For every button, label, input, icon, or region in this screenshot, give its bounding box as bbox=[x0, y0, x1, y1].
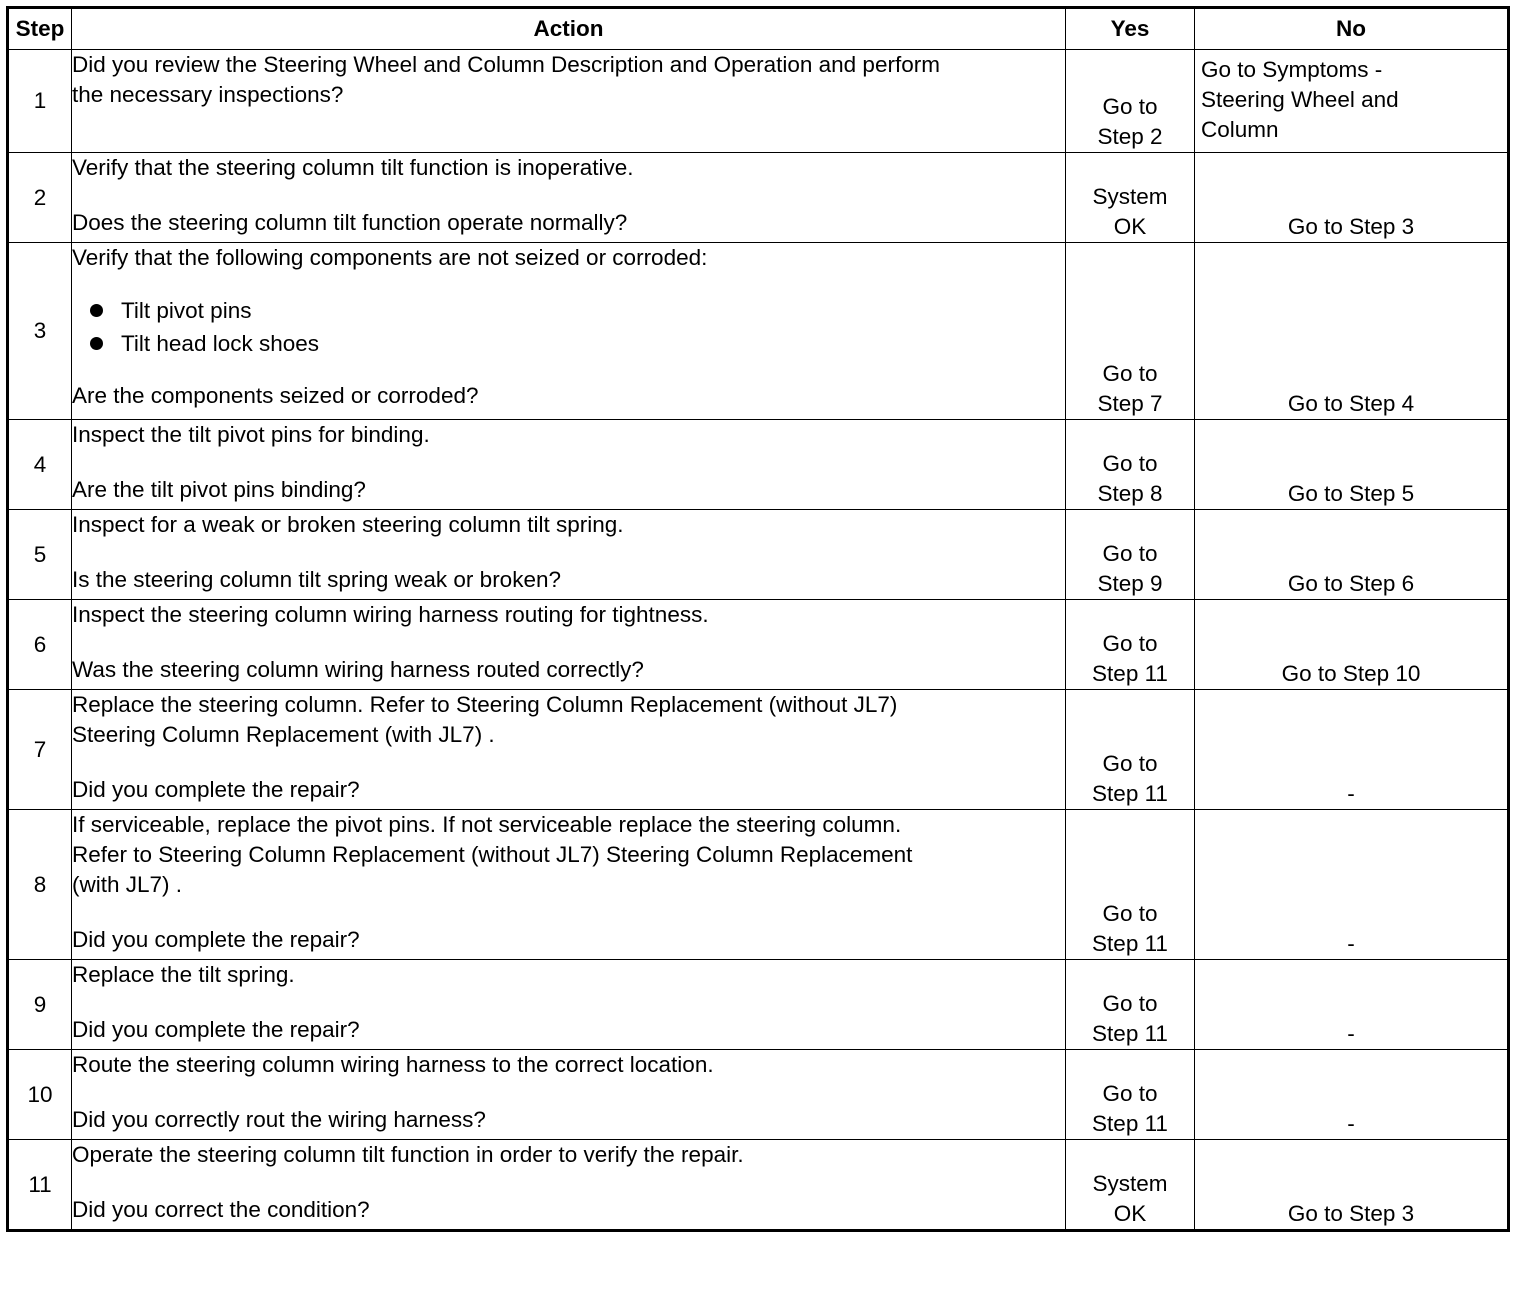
bullet-text: Tilt pivot pins bbox=[121, 298, 252, 323]
yes-line: Go to bbox=[1102, 751, 1158, 776]
action-cell bbox=[72, 510, 1066, 600]
no-cell bbox=[1195, 153, 1509, 243]
no-line: Column bbox=[1201, 117, 1279, 142]
header-row bbox=[8, 8, 1509, 50]
no-cell bbox=[1195, 690, 1509, 810]
no-cell bbox=[1195, 243, 1509, 420]
table-row bbox=[8, 960, 1509, 1050]
yes-cell bbox=[1066, 690, 1195, 810]
no-line: Go to Step 10 bbox=[1281, 661, 1421, 686]
action-line: Inspect the tilt pivot pins for binding. bbox=[72, 422, 430, 447]
no-line: Go to Symptoms - bbox=[1201, 57, 1383, 82]
action-cell bbox=[72, 960, 1066, 1050]
list-item bbox=[90, 294, 1065, 327]
action-line: Replace the tilt spring. bbox=[72, 962, 295, 987]
step-number: 8 bbox=[8, 810, 72, 960]
no-line: Go to Step 3 bbox=[1287, 1201, 1415, 1226]
action-line: the necessary inspections? bbox=[72, 82, 344, 107]
yes-line: Step 11 bbox=[1092, 661, 1168, 686]
yes-line: Step 11 bbox=[1092, 781, 1168, 806]
action-line: Operate the steering column tilt function in order to verify the repair. bbox=[72, 1142, 744, 1167]
step-number: 5 bbox=[8, 510, 72, 600]
yes-cell bbox=[1066, 960, 1195, 1050]
table-row bbox=[8, 510, 1509, 600]
step-number: 7 bbox=[8, 690, 72, 810]
table-row bbox=[8, 810, 1509, 960]
action-line: Route the steering column wiring harness to the correct location. bbox=[72, 1052, 714, 1077]
yes-line: Go to bbox=[1102, 361, 1158, 386]
yes-cell bbox=[1066, 420, 1195, 510]
diagnostic-table bbox=[6, 6, 1510, 1232]
yes-line: Go to bbox=[1102, 991, 1158, 1016]
action-line: Replace the steering column. Refer to Steering Column Replacement (without JL7) bbox=[72, 692, 898, 717]
yes-line: Step 9 bbox=[1097, 571, 1163, 596]
no-line: - bbox=[1347, 781, 1355, 806]
no-line: - bbox=[1347, 1111, 1355, 1136]
yes-line: Go to bbox=[1102, 631, 1158, 656]
action-cell bbox=[72, 1050, 1066, 1140]
yes-cell bbox=[1066, 600, 1195, 690]
no-cell bbox=[1195, 1140, 1509, 1231]
table-row bbox=[8, 243, 1509, 420]
table-row bbox=[8, 1050, 1509, 1140]
table-row bbox=[8, 600, 1509, 690]
step-number: 10 bbox=[8, 1050, 72, 1140]
yes-line: OK bbox=[1113, 1201, 1147, 1226]
no-line: Steering Wheel and bbox=[1201, 87, 1399, 112]
table-row bbox=[8, 420, 1509, 510]
yes-line: Step 8 bbox=[1097, 481, 1163, 506]
no-cell bbox=[1195, 510, 1509, 600]
header-step: Step bbox=[8, 8, 72, 50]
yes-cell bbox=[1066, 510, 1195, 600]
bullet-icon bbox=[90, 337, 103, 350]
no-line: Go to Step 6 bbox=[1287, 571, 1415, 596]
yes-cell bbox=[1066, 243, 1195, 420]
no-cell bbox=[1195, 1050, 1509, 1140]
action-line: Refer to Steering Column Replacement (without JL7) Steering Column Replacement bbox=[72, 842, 913, 867]
action-cell bbox=[72, 243, 1066, 420]
table-row bbox=[8, 690, 1509, 810]
action-question: Are the tilt pivot pins binding? bbox=[72, 477, 366, 502]
action-question: Does the steering column tilt function operate normally? bbox=[72, 210, 628, 235]
action-line: Verify that the following components are not seized or corroded: bbox=[72, 245, 708, 270]
no-line: Go to Step 3 bbox=[1287, 214, 1415, 239]
no-cell bbox=[1195, 600, 1509, 690]
yes-line: Step 2 bbox=[1097, 124, 1163, 149]
step-number: 6 bbox=[8, 600, 72, 690]
step-number: 9 bbox=[8, 960, 72, 1050]
action-cell bbox=[72, 690, 1066, 810]
yes-cell bbox=[1066, 1050, 1195, 1140]
yes-line: Go to bbox=[1102, 94, 1158, 119]
step-number: 4 bbox=[8, 420, 72, 510]
action-question: Is the steering column tilt spring weak or broken? bbox=[72, 567, 561, 592]
yes-cell bbox=[1066, 1140, 1195, 1231]
header-no: No bbox=[1195, 8, 1509, 50]
no-cell bbox=[1195, 420, 1509, 510]
no-cell bbox=[1195, 50, 1509, 153]
step-number: 3 bbox=[8, 243, 72, 420]
yes-line: OK bbox=[1113, 214, 1147, 239]
action-question: Did you correctly rout the wiring harness? bbox=[72, 1107, 486, 1132]
action-question: Are the components seized or corroded? bbox=[72, 383, 479, 408]
action-cell bbox=[72, 50, 1066, 153]
bullet-icon bbox=[90, 304, 103, 317]
no-cell bbox=[1195, 810, 1509, 960]
yes-cell bbox=[1066, 810, 1195, 960]
no-line: - bbox=[1347, 1021, 1355, 1046]
action-line: If serviceable, replace the pivot pins. If not serviceable replace the steering column. bbox=[72, 812, 902, 837]
bullet-list bbox=[72, 294, 1065, 360]
action-cell bbox=[72, 1140, 1066, 1231]
yes-line: Go to bbox=[1102, 451, 1158, 476]
yes-line: Step 11 bbox=[1092, 1111, 1168, 1136]
action-question: Did you complete the repair? bbox=[72, 927, 360, 952]
yes-cell bbox=[1066, 50, 1195, 153]
action-cell bbox=[72, 420, 1066, 510]
no-line: Go to Step 5 bbox=[1287, 481, 1415, 506]
action-cell bbox=[72, 810, 1066, 960]
action-line: Inspect the steering column wiring harness routing for tightness. bbox=[72, 602, 709, 627]
yes-line: Step 7 bbox=[1097, 391, 1163, 416]
action-line: Did you review the Steering Wheel and Column Description and Operation and perform bbox=[72, 52, 940, 77]
yes-cell bbox=[1066, 153, 1195, 243]
no-line: - bbox=[1347, 931, 1355, 956]
step-number: 11 bbox=[8, 1140, 72, 1231]
action-cell bbox=[72, 153, 1066, 243]
bullet-text: Tilt head lock shoes bbox=[121, 331, 320, 356]
yes-line: System bbox=[1092, 184, 1168, 209]
step-number: 1 bbox=[8, 50, 72, 153]
yes-line: Go to bbox=[1102, 901, 1158, 926]
action-line: Inspect for a weak or broken steering column tilt spring. bbox=[72, 512, 624, 537]
action-question: Did you complete the repair? bbox=[72, 777, 360, 802]
table-row bbox=[8, 153, 1509, 243]
yes-line: Step 11 bbox=[1092, 1021, 1168, 1046]
yes-line: System bbox=[1092, 1171, 1168, 1196]
action-line: Verify that the steering column tilt function is inoperative. bbox=[72, 155, 634, 180]
step-number: 2 bbox=[8, 153, 72, 243]
yes-line: Go to bbox=[1102, 541, 1158, 566]
action-line: (with JL7) . bbox=[72, 872, 183, 897]
header-yes: Yes bbox=[1066, 8, 1195, 50]
action-question: Did you complete the repair? bbox=[72, 1017, 360, 1042]
action-cell bbox=[72, 600, 1066, 690]
table-row bbox=[8, 1140, 1509, 1231]
no-line: Go to Step 4 bbox=[1287, 391, 1415, 416]
table-row bbox=[8, 50, 1509, 153]
list-item bbox=[90, 327, 1065, 360]
yes-line: Go to bbox=[1102, 1081, 1158, 1106]
header-action: Action bbox=[72, 8, 1066, 50]
action-line: Steering Column Replacement (with JL7) . bbox=[72, 722, 495, 747]
yes-line: Step 11 bbox=[1092, 931, 1168, 956]
no-cell bbox=[1195, 960, 1509, 1050]
action-question: Did you correct the condition? bbox=[72, 1197, 370, 1222]
action-question: Was the steering column wiring harness routed correctly? bbox=[72, 657, 644, 682]
